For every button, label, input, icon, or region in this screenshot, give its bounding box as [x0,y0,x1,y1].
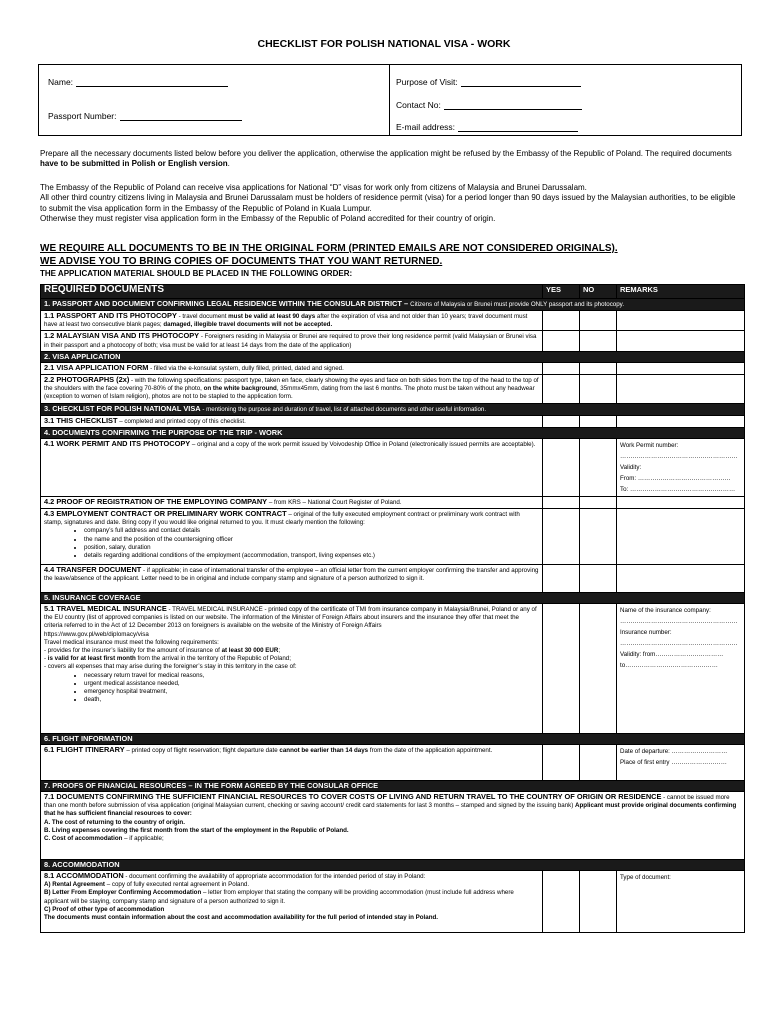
remarks-accommodation[interactable] [617,871,745,933]
accommodation-line: B) Letter From Employer Confirming Accommodation – letter from employer that stating the company will be providing accommodation (must include full address where applicant will be staying, company stamp and signature of a person authorized to sign it. [44,889,514,905]
no-checkbox[interactable] [580,496,617,508]
accommodation-line: C) Proof of other type of accommodation [44,905,165,913]
item-4-1: 4.1 WORK PERMIT AND ITS PHOTOCOPY – original and a copy of the work permit issued by Voivodeship Office in Poland (electronically issued permits are acceptable). [41,438,543,496]
yes-checkbox[interactable] [543,415,580,427]
no-checkbox[interactable] [580,331,617,351]
requirement-originals: WE REQUIRE ALL DOCUMENTS TO BE IN THE ORIGINAL FORM (PRINTED EMAILS ARE NOT CONSIDERED ORIGINALS). [40,243,618,254]
table-row [41,496,745,508]
no-checkbox[interactable] [580,311,617,331]
accommodation-line: The documents must contain information about the cost and accommodation availability for the full period of intended stay in Poland. [44,914,438,922]
yes-checkbox[interactable] [543,565,580,593]
item-1-1: 1.1 PASSPORT AND ITS PHOTOCOPY - travel document must be valid at least 90 days after the expiration of visa and not older than 10 years; travel document must have at least two consecutive blank pages; damaged, illegible travel documents will not be accepted. [41,311,543,331]
item-1-2: 1.2 MALAYSIAN VISA AND ITS PHOTOCOPY - Foreigners residing in Malaysia or Brunei are required to prove their long residence permit (valid Malaysian or Brunei visa in their passport and a photocopy of both; visa must be valid for at least 14 days from the date of the application) [41,331,543,351]
list-item: • emergency hospital treatment, [84,688,539,696]
section-2-header: 2. VISA APPLICATION [41,351,745,362]
list-item: • company’s full address and contact details [84,527,539,535]
no-checkbox[interactable] [580,745,617,781]
no-checkbox[interactable] [580,415,617,427]
remark-line: Date of departure: ……………………… [620,748,728,756]
no-checkbox[interactable] [580,509,617,565]
contact-label: Contact No: [396,100,441,110]
remark-line: to……………………………………… [620,662,718,670]
remark-line: Name of the insurance company: [620,607,711,615]
passport-label: Passport Number: [48,111,117,121]
remarks-cell[interactable] [617,362,745,374]
table-row [41,362,745,374]
requirement-line: - is valid for at least first month from the arrival in the territory of the Republic of Poland; [44,655,291,663]
yes-checkbox[interactable] [543,871,580,933]
remarks-cell[interactable] [617,375,745,404]
requirement-line: Travel medical insurance must meet the following requirements: [44,638,219,646]
purpose-line[interactable] [461,77,581,87]
table-row [41,745,745,781]
remarks-flight[interactable] [617,745,745,781]
table-row [41,375,745,404]
yes-checkbox[interactable] [543,745,580,781]
applicant-info-box [38,64,742,136]
table-row [41,792,745,860]
email-field[interactable] [396,122,578,132]
yes-checkbox[interactable] [543,509,580,565]
table-row [41,871,745,933]
contract-details-list [44,527,539,560]
item-7-1: 7.1 DOCUMENTS CONFIRMING THE SUFFICIENT FINANCIAL RESOURCES TO COVER COSTS OF LIVING AND RETURN TRAVEL TO THE COUNTRY OF ORIGIN OR RESIDENCE - cannot be issued more than one month before submission of visa application (original Malaysian current, checking or saving account/ credit card statements for last 3 months – stamped and signed by the issuing bank) Applicant must provide original documents confirming that he has sufficient financial resources to cover: A. The cost of returning to the country of origin. B. Living expenses covering the first month from the start of the employment in the Republic of Poland. C. Cost of accommodation – if applicable; [41,792,745,860]
item-8-1: 8.1 ACCOMMODATION - document confirming the availability of appropriate accommodation for the intended period of stay in Poland: A) Rental Agreement – copy of fully executed rental agreement in Poland. B) Letter From Employer Confirming Accommodation – letter from employer that stating the company will be providing accommodation (must include full address where applicant will be staying, company stamp and signature of a person authorized to sign it. C) Proof of other type of accommodation The documents must contain information about the cost and accommodation availability for the full period of intended stay in Poland. [41,871,543,933]
yes-checkbox[interactable] [543,496,580,508]
no-checkbox[interactable] [580,375,617,404]
remarks-insurance[interactable] [617,604,745,734]
section-3-header: 3. CHECKLIST FOR POLISH NATIONAL VISA - mentioning the purpose and duration of travel, list of attached documents and other useful information. [41,403,745,415]
item-4-4: 4.4 TRANSFER DOCUMENT - if applicable; in case of international transfer of the employee – an official letter from the current employer confirming the transfer and approving the leave/absence of the applicant. Letter need to be in original and include company stamp and signature of a person authorized to sign it. [41,565,543,593]
email-label: E-mail address: [396,122,456,132]
yes-checkbox[interactable] [543,331,580,351]
item-6-1: 6.1 FLIGHT ITINERARY – printed copy of flight reservation; flight departure date cannot be earlier than 14 days from the date of the application appointment. [41,745,543,781]
item-4-2: 4.2 PROOF OF REGISTRATION OF THE EMPLOYING COMPANY – from KRS – National Court Register of Poland. [41,496,543,508]
list-item: • necessary return travel for medical reasons, [84,672,539,680]
table-row [41,331,745,351]
section-1-header: 1. PASSPORT AND DOCUMENT CONFIRMING LEGAL RESIDENCE WITHIN THE CONSULAR DISTRICT – Citizens of Malaysia or Brunei must provide ONLY passport and its photocopy. [41,299,745,311]
requirement-line: - covers all expenses that may arise during the foreigner’s stay in this territory in the case of: [44,663,297,671]
list-item: • position, salary, duration [84,544,539,552]
list-item: • details regarding additional conditions of the employment (accommodation, transport, living expenses etc.) [84,552,539,560]
email-line[interactable] [458,122,578,132]
remarks-cell[interactable] [617,509,745,565]
cost-line: C. Cost of accommodation – if applicable; [44,835,164,843]
name-label: Name: [48,77,74,87]
item-3-1: 3.1 THIS CHECKLIST – completed and printed copy of this checklist. [41,415,543,427]
item-2-1: 2.1 VISA APPLICATION FORM - filled via the e-konsulat system, dully filled, printed, dated and signed. [41,362,543,374]
yes-checkbox[interactable] [543,438,580,496]
remark-line: To: …………………………………………… [620,485,736,493]
remark-line: Type of document: [620,874,671,882]
cost-line: B. Living expenses covering the first month from the start of the employment in the Republic of Poland. [44,826,349,834]
no-checkbox[interactable] [580,362,617,374]
remark-line: Validity: from…………………………… [620,651,724,659]
section-5-header: 5. INSURANCE COVERAGE [41,593,745,604]
name-field[interactable] [48,77,228,87]
purpose-field[interactable] [396,77,581,87]
remark-line: Work Permit number: [620,441,679,449]
item-2-2: 2.2 PHOTOGRAPHS (2x) - with the following specifications: passport type, taken en face, clearly showing the eyes and face on both sides from the top of the head to the top of the shoulders with the face covering 70-80% of the photo, on the white background, 35mmx45mm, dating from the last 6 months. The photo must be taken without any headwear (exception to women of Islam religion), photos are not to be stapled to the application form. [41,375,543,404]
name-line[interactable] [76,77,228,87]
header-no: NO [580,285,617,299]
table-row [41,415,745,427]
requirement-line: - provides for the insurer’s liability for the amount of insurance of at least 30 000 EUR; [44,647,281,655]
item-5-1: 5.1 TRAVEL MEDICAL INSURANCE - TRAVEL MEDICAL INSURANCE - printed copy of the certificate of TMI from insurance company in Malaysia/Brunei, Poland or any of the EU country (list of approved companies is listed on our website. The information of the Minister of Foreign Affairs about insurers and the insurance they offer that meet the criteria referred to in the Act of 12 December 2013 on foreigners is available on the website of the Ministry of Foreign Affairs https://www.gov.pl/web/diplomacy/visa Travel medical insurance must meet the following requirements: - provides for the insurer’s liability for the amount of insurance of at least 30 000 EUR; - is valid for at least first month from the arrival in the territory of the Republic of Poland; - covers all expenses that may arise during the foreigner’s stay in this territory in the case of: • necessary return travel for medical reasons, • urgent medical assistance needed, • emergency hospital treatment, • death, [41,604,543,734]
table-row [41,438,745,496]
table-row [41,311,745,331]
header-yes: YES [543,285,580,299]
no-checkbox[interactable] [580,438,617,496]
accommodation-line: A) Rental Agreement – copy of fully executed rental agreement in Poland. [44,881,250,889]
list-item: • the name and the position of the countersigning officer [84,536,539,544]
documents-table [40,284,744,933]
remark-line: ………………………………………………… [620,640,738,648]
yes-checkbox[interactable] [543,362,580,374]
passport-line[interactable] [120,111,242,121]
header-required: REQUIRED DOCUMENTS [41,285,543,299]
section-6-header: 6. FLIGHT INFORMATION [41,734,745,745]
remarks-work-permit[interactable] [617,438,745,496]
cost-line: A. The cost of returning to the country of origin. [44,818,185,826]
passport-field[interactable] [48,111,242,121]
intro-paragraph-2: The Embassy of the Republic of Poland can receive visa applications for National “D” visas for work only from citizens of Malaysia and Brunei Darussalam. All other third country citizens living in Malaysia and Brunei Darussalam must be holders of residence permit (visa) for a period longer than 90 days issued by the Malaysian authorities, to be eligible to submit the visa application form in the Embassy of the Republic of Poland in Kuala Lumpur. Otherwise they must register visa application form in the Embassy of the Republic of Poland accredited for their country of origin. [40,183,736,224]
section-4-header: 4. DOCUMENTS CONFIRMING THE PURPOSE OF THE TRIP - WORK [41,427,745,438]
item-4-3: 4.3 EMPLOYMENT CONTRACT OR PRELIMINARY WORK CONTRACT – original of the fully executed employment contract or preliminary work contract with stamp, signatures and date. Bring copy if you would like original returned to you. It must clearly mention the following: • company’s full address and contact details • the name and the position of the countersigning officer • position, salary, duration • details regarding additional conditions of the employment (accommodation, transport, living expenses etc.) [41,509,543,565]
contact-field[interactable] [396,100,582,110]
no-checkbox[interactable] [580,871,617,933]
order-note: THE APPLICATION MATERIAL SHOULD BE PLACED IN THE FOLLOWING ORDER: [40,269,353,278]
mfa-url[interactable]: https://www.gov.pl/web/diplomacy/visa [44,630,149,638]
table-row [41,509,745,565]
yes-checkbox[interactable] [543,375,580,404]
table-row [41,565,745,593]
no-checkbox[interactable] [580,604,617,734]
remark-line: ………………………………………………… [620,618,738,626]
intro-paragraph-1: Prepare all the necessary documents listed below before you deliver the application, otherwise the application might be refused by the Embassy of the Republic of Poland. The required documents have to be submitted in Polish or English version. [40,149,732,169]
remark-line: Place of first entry ……………………… [620,759,727,767]
section-7-header: 7. PROOFS OF FINANCIAL RESOURCES – IN THE FORM AGREED BY THE CONSULAR OFFICE [41,781,745,792]
table-row [41,604,745,734]
no-checkbox[interactable] [580,565,617,593]
list-item: • death, [84,696,539,704]
purpose-label: Purpose of Visit: [396,77,458,87]
remark-line: Validity: [620,463,642,471]
remarks-cell[interactable] [617,415,745,427]
remark-line: From: ……………………………………… [620,474,731,482]
contact-line[interactable] [444,100,582,110]
remarks-cell[interactable] [617,331,745,351]
requirement-copies: WE ADVISE YOU TO BRING COPIES OF DOCUMENTS THAT YOU WANT RETURNED. [40,256,443,267]
section-8-header: 8. ACCOMMODATION [41,860,745,871]
header-remarks: REMARKS [617,285,745,299]
page-title: CHECKLIST FOR POLISH NATIONAL VISA - WORK [257,38,511,50]
coverage-list [44,672,539,705]
yes-checkbox[interactable] [543,311,580,331]
remarks-cell[interactable] [617,311,745,331]
remark-line: ………………………………………………… [620,452,738,460]
yes-checkbox[interactable] [543,604,580,734]
remarks-cell[interactable] [617,496,745,508]
remark-line: Insurance number: [620,629,672,637]
remarks-cell[interactable] [617,565,745,593]
info-divider [389,65,390,135]
list-item: • urgent medical assistance needed, [84,680,539,688]
